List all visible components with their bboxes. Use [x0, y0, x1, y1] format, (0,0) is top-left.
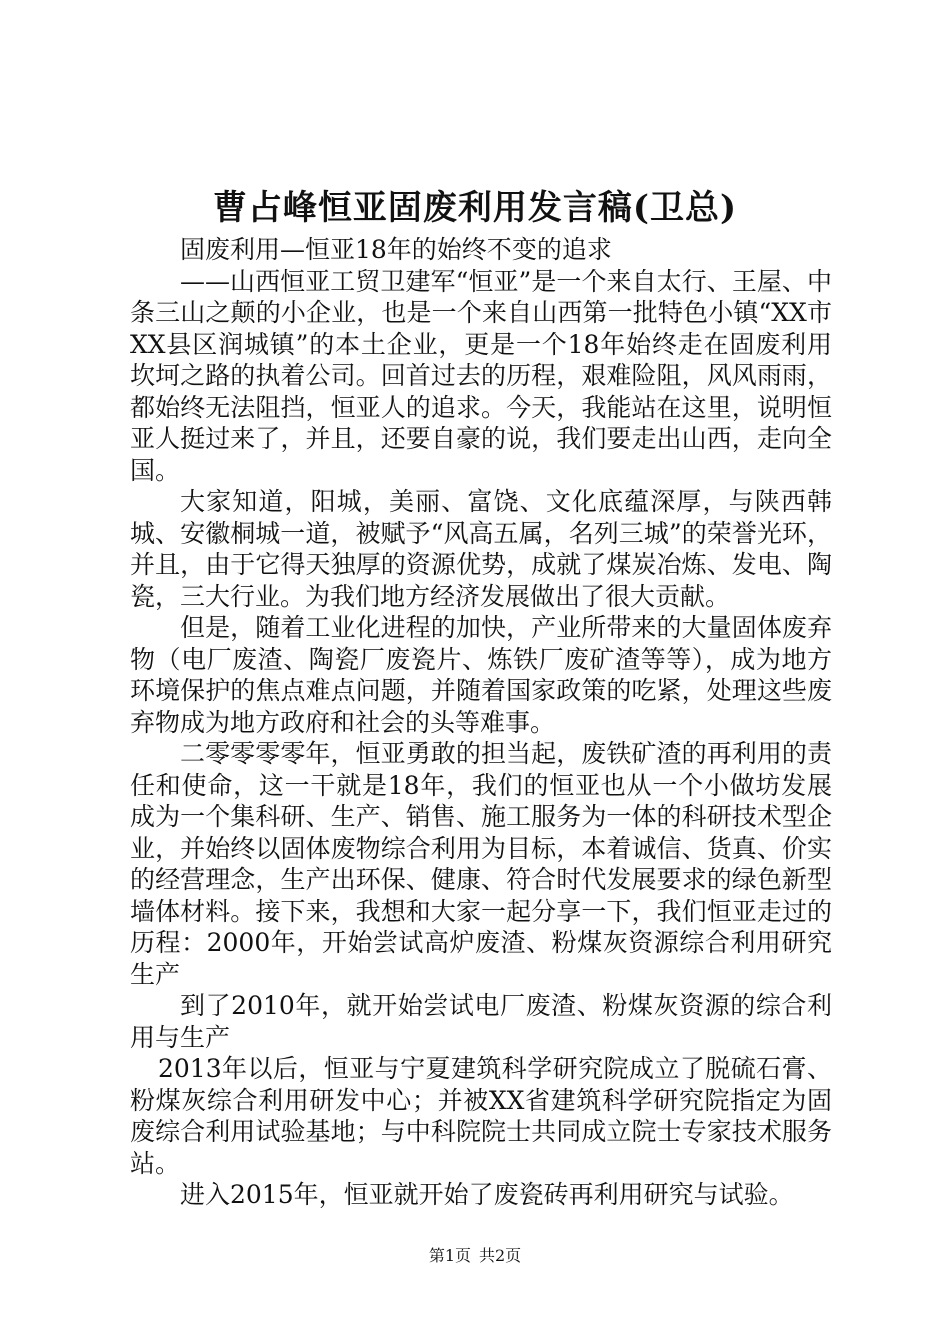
paragraph-waste-problem: 但是，随着工业化进程的加快，产业所带来的大量固体废弃物（电厂废渣、陶瓷厂废瓷片、炼铁厂废矿渣等等），成为地方环境保护的焦点难点问题，并随着国家政策的吃紧，处理这些废弃物成为地方政府和社会的头等难事。 — [130, 613, 832, 737]
paragraph-history: 二零零零零年，恒亚勇敢的担当起，废铁矿渣的再利用的责任和使命，这一干就是18年，我们的恒亚也从一个小做坊发展成为一个集科研、生产、销售、施工服务为一体的科研技术型企业，并始终以固体废物综合利用为目标，本着诚信、货真、价实的经营理念，生产出环保、健康、符合时代发展要求的绿色新型墙体材料。接下来，我想和大家一起分享一下，我们恒亚走过的历程：2000年，开始尝试高炉废渣、粉煤灰资源综合利用研究生产 — [130, 739, 832, 989]
paragraph-2013: 2013年以后，恒亚与宁夏建筑科学研究院成立了脱硫石膏、粉煤灰综合利用研发中心；并被XX省建筑科学研究院指定为固废综合利用试验基地；与中科院院士共同成立院士专家技术服务站。 — [130, 1054, 832, 1178]
paragraph-2010: 到了2010年，就开始尝试电厂废渣、粉煤灰资源的综合利用与生产 — [130, 991, 832, 1052]
paragraph-yangcheng: 大家知道，阳城，美丽、富饶、文化底蕴深厚，与陕西韩城、安徽桐城一道，被赋予“风高五属，名列三城”的荣誉光环，并且，由于它得天独厚的资源优势，成就了煤炭冶炼、发电、陶瓷，三大行业。为我们地方经济发展做出了很大贡献。 — [130, 487, 832, 611]
paragraph-subtitle: 固废利用—恒亚18年的始终不变的追求 — [180, 235, 612, 264]
document-body — [130, 234, 832, 1211]
page-number: 第1页 — [428, 1246, 471, 1265]
paragraph-2015: 进入2015年，恒亚就开始了废瓷砖再利用研究与试验。 — [180, 1180, 794, 1209]
paragraph-intro: ——山西恒亚工贸卫建军“恒亚”是一个来自太行、王屋、中条三山之颠的小企业，也是一个来自山西第一批特色小镇“XX市XX县区润城镇”的本土企业，更是一个18年始终走在固废利用坎坷之路的执着公司。回首过去的历程，艰难险阻，风风雨雨，都始终无法阻挡，恒亚人的追求。今天，我能站在这里，说明恒亚人挺过来了，并且，还要自豪的说，我们要走出山西，走向全国。 — [130, 266, 832, 485]
document-title: 曹占峰恒亚固废利用发言稿(卫总) — [212, 188, 738, 228]
page-total: 共2页 — [479, 1246, 522, 1265]
page-footer — [0, 1246, 950, 1266]
